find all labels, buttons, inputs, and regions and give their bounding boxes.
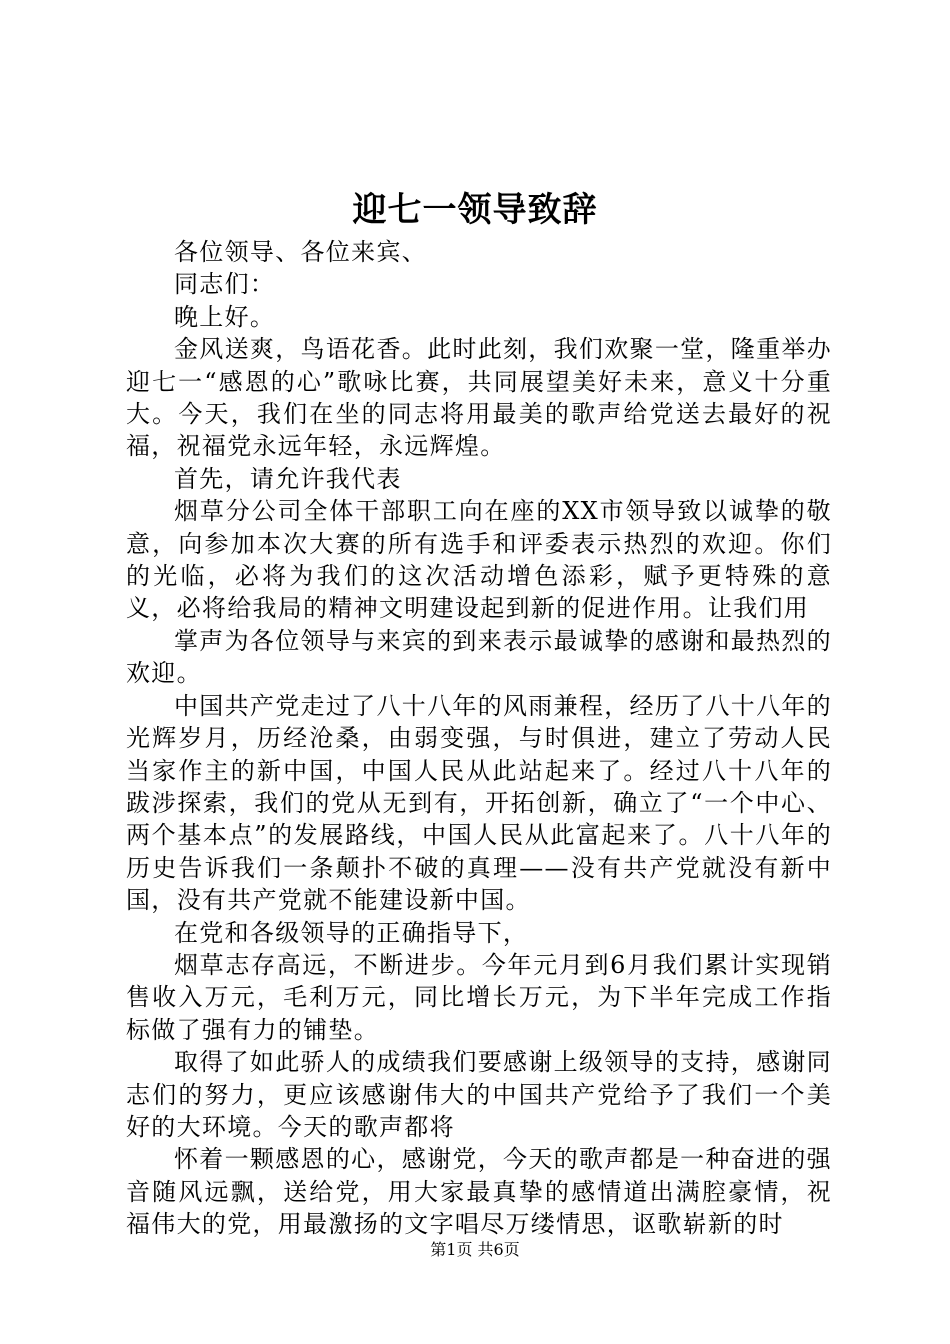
paragraph: 中国共产党走过了八十八年的风雨兼程，经历了八十八年的光辉岁月，历经沧桑，由弱变强，与时俱进，建立了劳动人民当家作主的新中国，中国人民从此站起来了。经过八十八年的跋涉探索，我们的党从无到有，开拓创新，确立了“一个中心、两个基本点”的发展路线，中国人民从此富起来了。八十八年的历史告诉我们一条颠扑不破的真理——没有共产党就没有新中国，没有共产党就不能建设新中国。 (126, 691, 832, 915)
paragraph: 取得了如此骄人的成绩我们要感谢上级领导的支持，感谢同志们的努力，更应该感谢伟大的中国共产党给予了我们一个美好的大环境。今天的歌声都将 (126, 1048, 832, 1141)
paragraph-salutation: 各位领导、各位来宾、 (174, 238, 427, 266)
paragraph: 烟草分公司全体干部职工向在座的XX市领导致以诚挚的敬意，向参加本次大赛的所有选手和评委表示热烈的欢迎。你们的光临，必将为我们的这次活动增色添彩，赋予更特殊的意义，必将给我局的精神文明建设起到新的促进作用。让我们用 (126, 497, 832, 623)
document-body (126, 236, 832, 1241)
paragraph: 首先，请允许我代表 (174, 464, 402, 493)
paragraph-greeting: 晚上好。 (174, 302, 276, 331)
page-footer: 第1页 共6页 (430, 1240, 520, 1259)
paragraph: 金风送爽，鸟语花香。此时此刻，我们欢聚一堂，隆重举办迎七一“感恩的心”歌咏比赛，共同展望美好未来，意义十分重大。今天，我们在坐的同志将用最美的歌声给党送去最好的祝福，祝福党永远年轻，永远辉煌。 (126, 335, 832, 461)
paragraph: 烟草志存高远，不断进步。今年元月到6月我们累计实现销售收入万元，毛利万元，同比增长万元，为下半年完成工作指标做了强有力的铺垫。 (126, 950, 832, 1044)
paragraph: 在党和各级领导的正确指导下， (174, 918, 529, 947)
paragraph: 怀着一颗感恩的心，感谢党，今天的歌声都是一种奋进的强音随风远飘，送给党，用大家最真挚的感情道出满腔豪情，祝福伟大的党，用最激扬的文字唱尽万缕情思，讴歌崭新的时 (126, 1145, 832, 1239)
paragraph-comrades: 同志们： (174, 270, 276, 299)
document-title: 迎七一领导致辞 (352, 190, 598, 230)
paragraph: 掌声为各位领导与来宾的到来表示最诚挚的感谢和最热烈的欢迎。 (126, 626, 832, 688)
